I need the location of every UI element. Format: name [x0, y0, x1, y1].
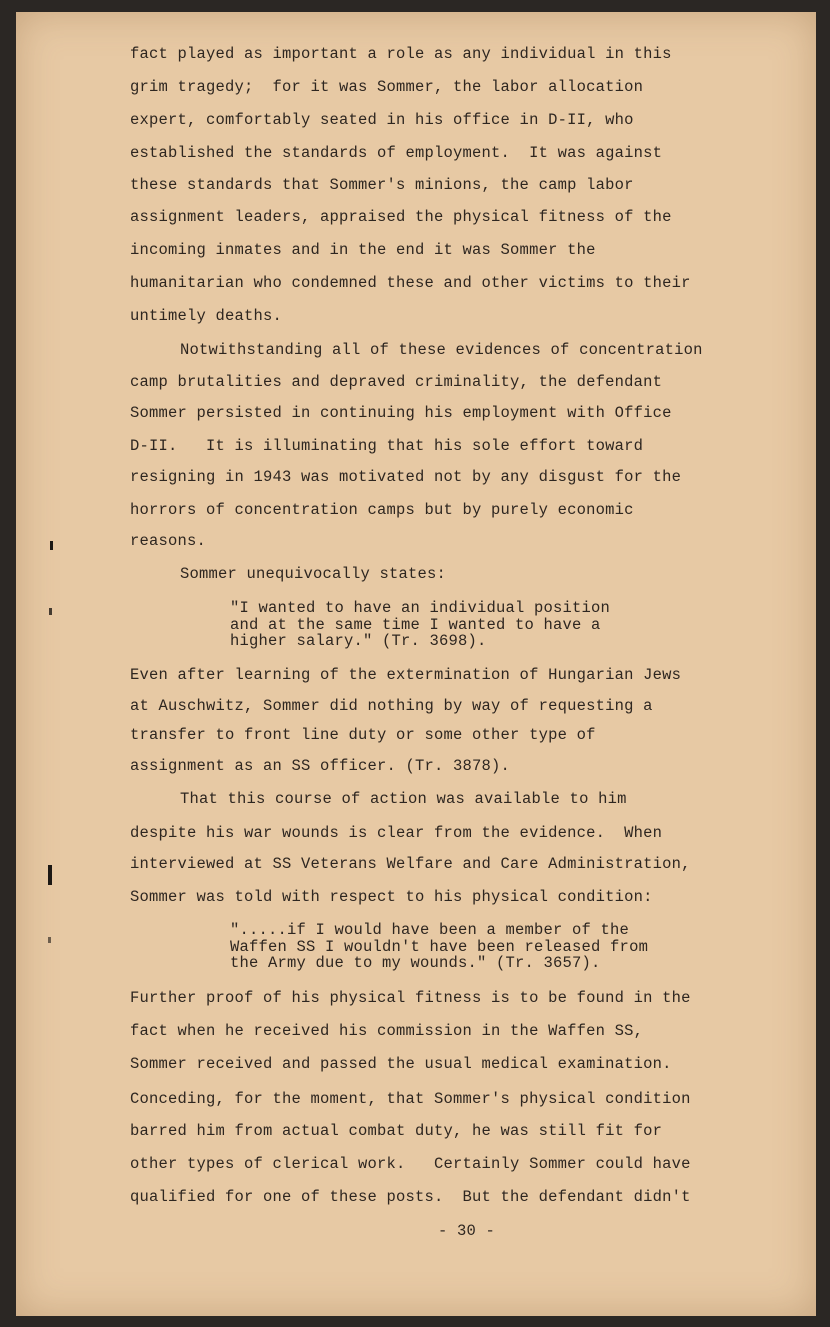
- text-line: these standards that Sommer's minions, the camp labor: [130, 176, 634, 194]
- text-line: qualified for one of these posts. But the defendant didn't: [130, 1188, 691, 1206]
- ink-mark: [48, 865, 52, 885]
- text-line: horrors of concentration camps but by purely economic: [130, 501, 634, 519]
- text-line: Even after learning of the extermination of Hungarian Jews: [130, 666, 682, 684]
- text-line: barred him from actual combat duty, he was still fit for: [130, 1122, 663, 1140]
- text-line: Further proof of his physical fitness is to be found in the: [130, 989, 691, 1007]
- text-line: Sommer received and passed the usual medical examination.: [130, 1055, 672, 1073]
- text-line: assignment as an SS officer. (Tr. 3878).: [130, 757, 511, 775]
- text-line: resigning in 1943 was motivated not by any disgust for the: [130, 468, 682, 486]
- ink-mark: [50, 541, 53, 550]
- text-line: Sommer unequivocally states:: [180, 565, 447, 583]
- text-line: Sommer persisted in continuing his employment with Office: [130, 404, 672, 422]
- block-quote-line: Waffen SS I wouldn't have been released from: [230, 938, 649, 956]
- block-quote-line: and at the same time I wanted to have a: [230, 616, 601, 634]
- text-line: transfer to front line duty or some other type of: [130, 726, 596, 744]
- ink-mark: [49, 608, 52, 615]
- text-line: humanitarian who condemned these and other victims to their: [130, 274, 691, 292]
- text-line: camp brutalities and depraved criminality, the defendant: [130, 373, 663, 391]
- text-line: fact when he received his commission in the Waffen SS,: [130, 1022, 644, 1040]
- text-line: That this course of action was available to him: [180, 790, 627, 808]
- block-quote-line: the Army due to my wounds." (Tr. 3657).: [230, 954, 601, 972]
- block-quote-line: higher salary." (Tr. 3698).: [230, 632, 487, 650]
- text-line: reasons.: [130, 532, 207, 550]
- text-line: untimely deaths.: [130, 307, 283, 325]
- text-line: grim tragedy; for it was Sommer, the labor allocation: [130, 78, 644, 96]
- text-line: assignment leaders, appraised the physical fitness of the: [130, 208, 672, 226]
- ink-mark: [48, 937, 51, 943]
- text-line: interviewed at SS Veterans Welfare and Care Administration,: [130, 855, 691, 873]
- text-line: Conceding, for the moment, that Sommer's physical condition: [130, 1090, 691, 1108]
- text-line: Notwithstanding all of these evidences of concentration: [180, 341, 703, 359]
- text-line: established the standards of employment. It was against: [130, 144, 663, 162]
- text-line: at Auschwitz, Sommer did nothing by way of requesting a: [130, 697, 653, 715]
- page-number: - 30 -: [438, 1222, 496, 1240]
- text-line: Sommer was told with respect to his physical condition:: [130, 888, 653, 906]
- text-line: D-II. It is illuminating that his sole effort toward: [130, 437, 644, 455]
- text-line: other types of clerical work. Certainly Sommer could have: [130, 1155, 691, 1173]
- text-line: expert, comfortably seated in his office in D-II, who: [130, 111, 634, 129]
- block-quote-line: "I wanted to have an individual position: [230, 599, 611, 617]
- block-quote-line: ".....if I would have been a member of the: [230, 921, 630, 939]
- text-line: despite his war wounds is clear from the evidence. When: [130, 824, 663, 842]
- text-line: incoming inmates and in the end it was Sommer the: [130, 241, 596, 259]
- text-line: fact played as important a role as any individual in this: [130, 45, 672, 63]
- document-page: [16, 12, 816, 1316]
